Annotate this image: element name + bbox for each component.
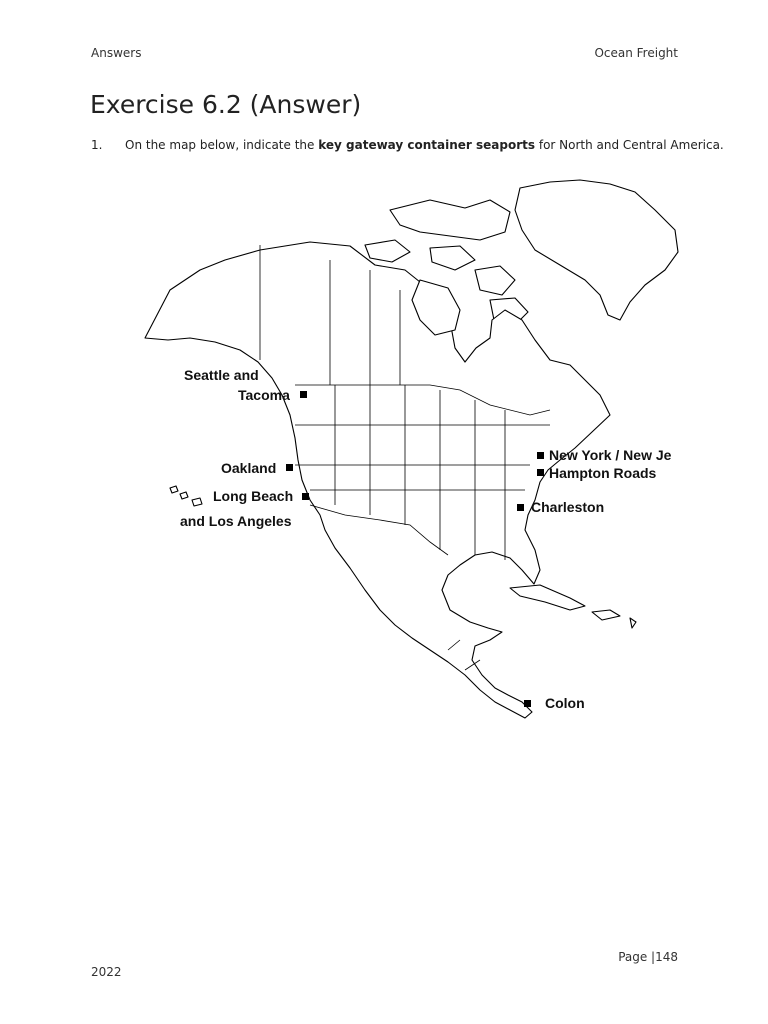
label-long-beach-line1: Long Beach [213, 488, 294, 504]
label-hampton-roads: Hampton Roads [549, 465, 657, 481]
page-title: Exercise 6.2 (Answer) [90, 90, 362, 119]
page-number: Page |148 [618, 950, 678, 964]
label-long-beach-line2: and Los Angeles [180, 513, 292, 529]
footer-year: 2022 [91, 965, 122, 979]
question-text-before: On the map below, indicate the [125, 138, 319, 152]
cuba [510, 585, 585, 610]
header-left: Answers [91, 46, 142, 60]
label-charleston: Charleston [531, 499, 605, 515]
label-seattle-line1: Seattle and [184, 367, 259, 383]
arctic-islands [390, 200, 510, 240]
header-right: Ocean Freight [594, 46, 678, 60]
marker-oakland [286, 464, 293, 471]
marker-seattle [300, 391, 307, 398]
continent-outline [145, 242, 610, 718]
question-text-after: for North and Central America. [535, 138, 724, 152]
question-text-bold: key gateway container seaports [318, 138, 536, 152]
greenland-outline [515, 180, 678, 320]
label-oakland: Oakland [221, 460, 277, 476]
label-new-york: New York / New Je [549, 447, 672, 463]
map-svg [130, 170, 690, 730]
north-america-map [130, 170, 690, 730]
question-text [125, 138, 724, 152]
marker-hampton-roads [537, 469, 544, 476]
marker-charleston [517, 504, 524, 511]
marker-colon [524, 700, 531, 707]
label-seattle-line2: Tacoma [238, 387, 290, 403]
marker-long-beach [302, 493, 309, 500]
question-number: 1. [91, 138, 103, 152]
label-colon: Colon [545, 695, 585, 711]
marker-new-york [537, 452, 544, 459]
